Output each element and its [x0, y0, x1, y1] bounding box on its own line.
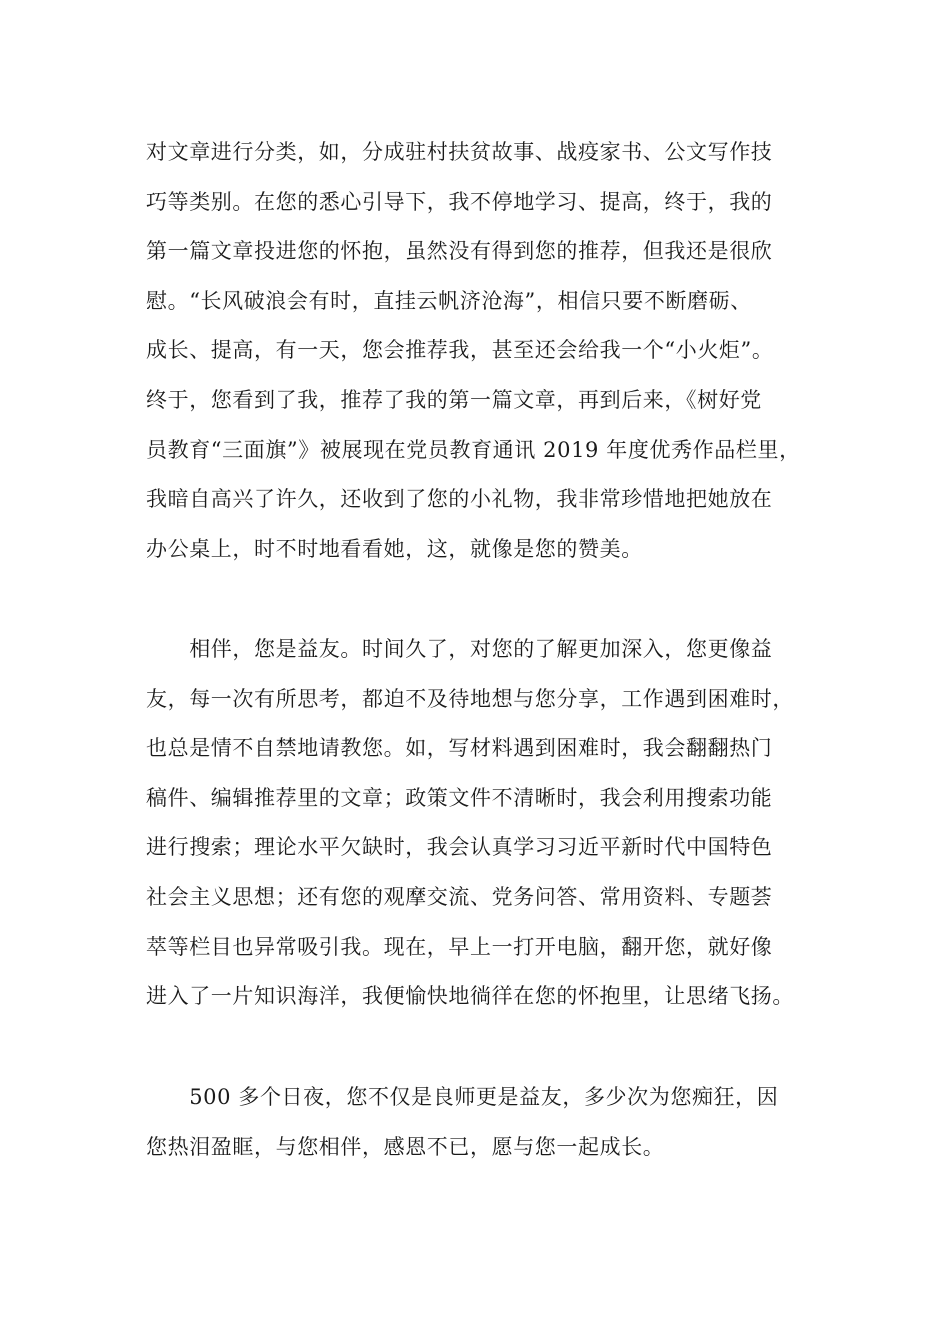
- text-line: 社会主义思想；还有您的观摩交流、党务问答、常用资料、专题荟: [146, 884, 773, 909]
- text-line: 稿件、编辑推荐里的文章；政策文件不清晰时，我会利用搜索功能: [146, 785, 773, 810]
- text-line: 对文章进行分类，如，分成驻村扶贫故事、战疫家书、公文写作技: [146, 140, 773, 164]
- text-line: 500 多个日夜，您不仅是良师更是益友，多少次为您痴狂，因: [146, 1085, 779, 1109]
- paragraph-1: [146, 128, 816, 574]
- paragraph-3: [146, 1073, 816, 1172]
- text-line: 成长、提高，有一天，您会推荐我，甚至还会给我一个“小火炬”。: [146, 338, 774, 363]
- text-line: 终于，您看到了我，推荐了我的第一篇文章，再到后来，《树好党: [146, 387, 762, 412]
- text-line: 进行搜索；理论水平欠缺时，我会认真学习习近平新时代中国特色: [146, 835, 773, 860]
- text-line: 员教育“三面旗”》被展现在党员教育通讯 2019 年度优秀作品栏里，: [146, 437, 801, 462]
- text-line: 办公桌上，时不时地看看她，这，就像是您的赞美。: [146, 536, 643, 561]
- text-line: 友，每一次有所思考，都迫不及待地想与您分享，工作遇到困难时，: [146, 686, 794, 711]
- paragraph-2: [146, 625, 816, 1022]
- text-line: 巧等类别。在您的悉心引导下，我不停地学习、提高，终于，我的: [146, 189, 773, 214]
- text-line: 慰。“长风破浪会有时，直挂云帆济沧海”，相信只要不断磨砺、: [146, 288, 752, 313]
- text-line: 您热泪盈眶，与您相伴，感恩不已，愿与您一起成长。: [146, 1134, 665, 1159]
- text-line: 第一篇文章投进您的怀抱，虽然没有得到您的推荐，但我还是很欣: [146, 239, 773, 264]
- text-line: 萃等栏目也异常吸引我。现在，早上一打开电脑，翻开您，就好像: [146, 934, 773, 959]
- text-line: 进入了一片知识海洋，我便愉快地徜徉在您的怀抱里，让思绪飞扬。: [146, 984, 794, 1009]
- text-line: 也总是情不自禁地请教您。如，写材料遇到困难时，我会翻翻热门: [146, 736, 773, 761]
- text-line: 我暗自高兴了许久，还收到了您的小礼物，我非常珍惜地把她放在: [146, 487, 773, 512]
- text-line: 相伴，您是益友。时间久了，对您的了解更加深入，您更像益: [146, 637, 773, 661]
